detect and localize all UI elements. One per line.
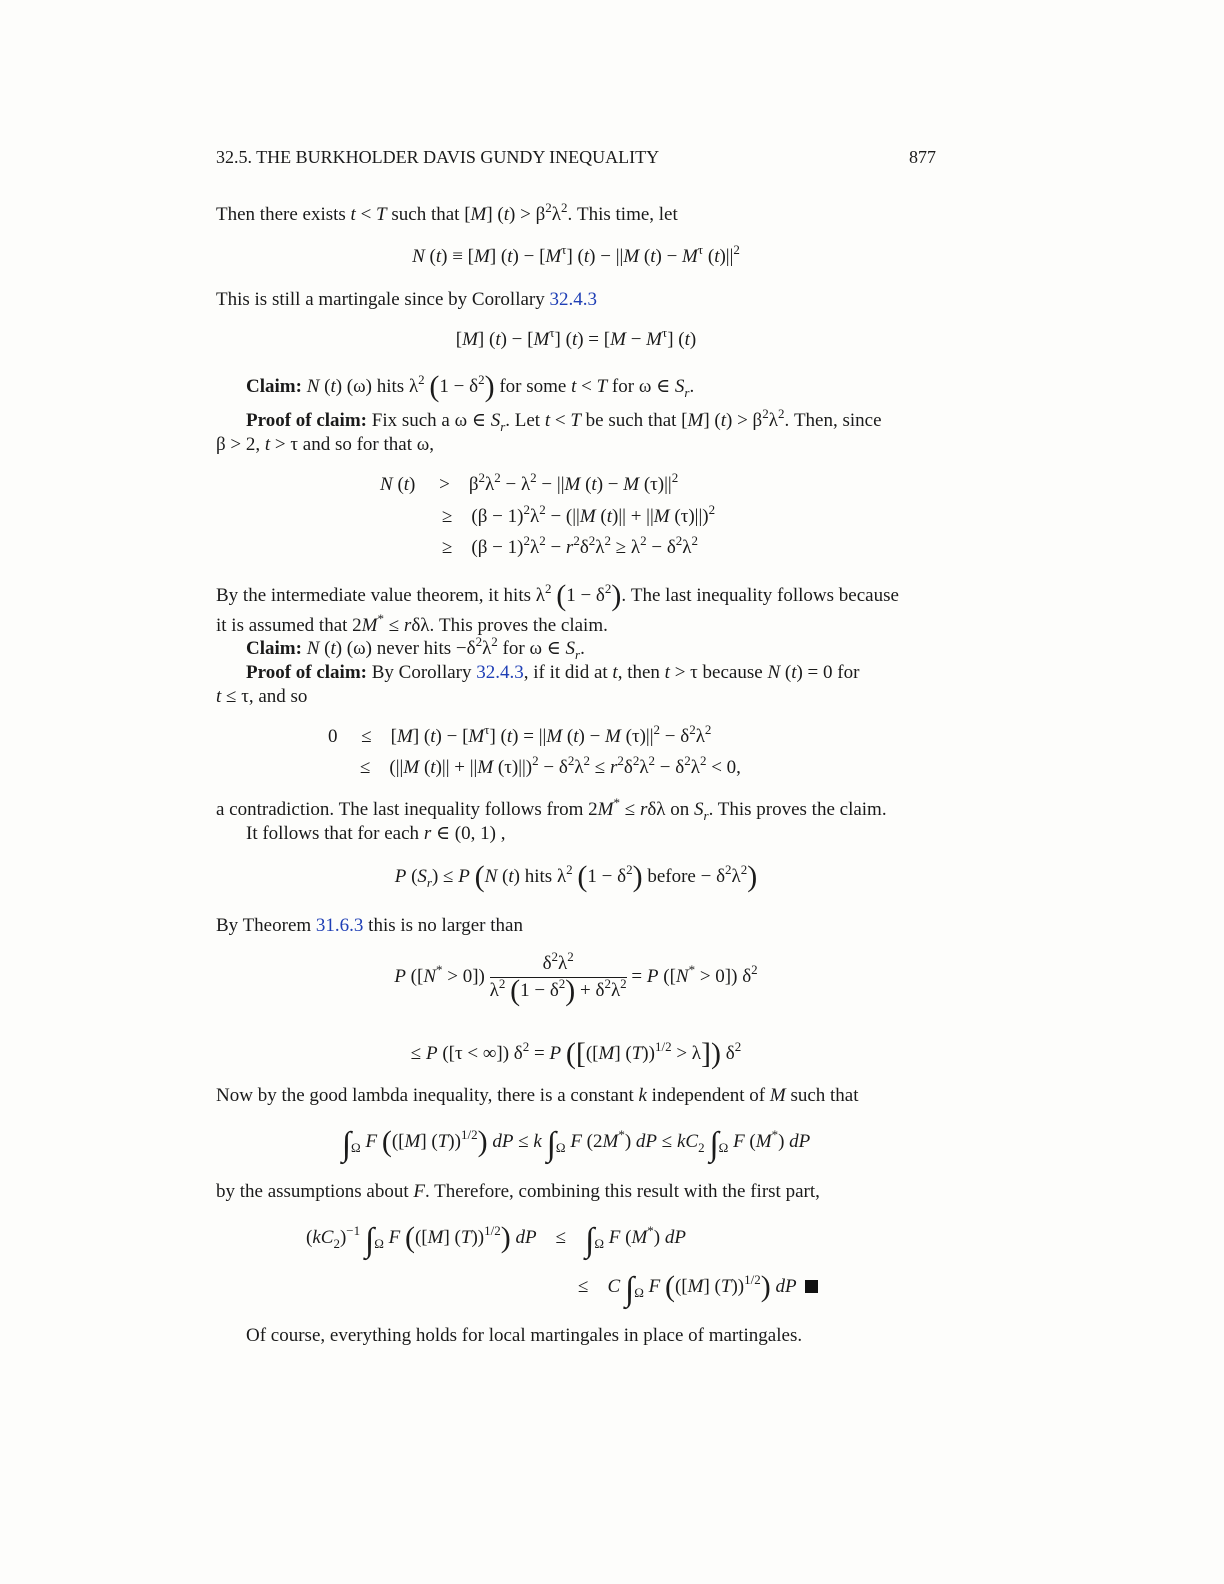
- page-number: 877: [909, 147, 936, 167]
- paragraph-follows: It follows that for each r ∈ (0, 1) ,: [246, 823, 506, 844]
- paragraph-ivt-cont: it is assumed that 2M* ≤ rδλ. This proves the claim.: [216, 611, 608, 636]
- claim-2: Claim: N (t) (ω) never hits $-\delta^2\lambda^2$ for ω ∈ $S_r$.: [246, 634, 585, 662]
- proof-claim-1-cont: β > 2, t > τ and so for that ω,: [216, 434, 435, 455]
- proof-claim-2: Proof of claim: By Corollary 32.4.3, if it did at t, then t > τ because N (t) = 0 for: [246, 662, 860, 683]
- paragraph-good-lambda: Now by the good lambda inequality, there is a constant k independent of M such that: [216, 1085, 859, 1106]
- claim-1: Claim: N (t) (ω) hits $\lambda^2$ $(1 - \delta^2)$ for some t < T for ω ∈ $S_r$.: [246, 370, 695, 403]
- align-N-row2: ≥ $(\beta - 1)^2\lambda^2 - (||M$ (t)|| + ||M (τ)||)$^2$: [442, 502, 716, 527]
- align-final-row2: ≤ C $\int_\Omega$ F (([M] (T))$^{1/2}$) dP: [578, 1276, 818, 1298]
- corollary-link-2[interactable]: 32.4.3: [476, 662, 524, 683]
- proof-claim-2-cont: t ≤ τ, and so: [216, 686, 308, 707]
- qed-square-icon: [805, 1280, 818, 1293]
- fraction: $\frac{\delta^2\lambda^2}{\lambda^2 (1 - \delta^2) + \delta^2\lambda^2}$: [489, 949, 627, 1007]
- paragraph-contradiction: a contradiction. The last inequality follows from 2M* ≤ rδλ on $S_r$. This proves the claim.: [216, 795, 887, 823]
- equation-tau: ≤ P ([τ < ∞]) $\delta^2 = P$ ([([M] (T))$^{1/2}$ > λ]) $\delta^2$: [410, 1037, 742, 1070]
- section-title: 32.5. THE BURKHOLDER DAVIS GUNDY INEQUALITY: [216, 147, 660, 167]
- align-N-row3: ≥ $(\beta - 1)^2\lambda^2 - r^2\delta^2\lambda^2 \ge \lambda^2 - \delta^2\lambda^2$: [442, 533, 699, 558]
- corollary-link[interactable]: 32.4.3: [549, 289, 597, 310]
- equation-N-definition: N (t) ≡ [M] $(t) - [M^\tau] (t) - ||M$ $(t) - M^\tau$ $(t)||^2$: [412, 242, 740, 267]
- align-N-row1: N (t) > $\beta^2\lambda^2 - \lambda^2 - ||M$ (t) − M $(\tau)||^2$: [380, 470, 679, 495]
- paragraph-intro: Then there exists t < T such that [M] $(t) > \beta^2\lambda^2$. This time, let: [216, 200, 678, 225]
- paragraph-martingale: This is still a martingale since by Corollary 32.4.3: [216, 289, 597, 310]
- align-contra-row2: ≤ (||M (t)|| + ||M $(\tau)||)^2 - \delta^2\lambda^2 \le r^2\delta^2\lambda^2 - \delta^2\lambda^2 < 0$,: [360, 753, 741, 778]
- theorem-link[interactable]: 31.6.3: [315, 915, 364, 936]
- equation-fraction: P ([N* > 0]) $\frac{\delta^2\lambda^2}{\lambda^2 (1 - \delta^2) + \delta^2\lambda^2}$ = P ([N* > 0]) $\delta^2$: [394, 949, 758, 1007]
- paragraph-final: Of course, everything holds for local martingales in place of martingales.: [246, 1325, 803, 1346]
- align-contra-row1: 0 ≤ [M] $(t) - [M^\tau] (t) = ||M$ (t) − M $(\tau)||^2 - \delta^2\lambda^2$: [328, 722, 712, 747]
- paragraph-assumptions: by the assumptions about F. Therefore, combining this result with the first part,: [216, 1181, 820, 1202]
- align-final-row1: $(kC_2)^{-1}$ $\int_\Omega$ F (([M] (T))$^{1/2}$) dP ≤ $\int_\Omega$ F (M*) dP: [306, 1221, 686, 1259]
- equation-integrals: $\int_\Omega$ F (([M] (T))$^{1/2}$) dP ≤ k $\int_\Omega$ F (2M*) dP ≤ $kC_2$ $\int_\Omega$ F (M*) dP: [341, 1125, 811, 1163]
- paragraph-ivt: By the intermediate value theorem, it hits $\lambda^2$ $(1 - \delta^2)$. The last inequality follows because: [216, 579, 899, 612]
- running-header: [216, 147, 936, 168]
- paragraph-theorem: By Theorem 31.6.3 this is no larger than: [216, 915, 523, 936]
- proof-claim-1: Proof of claim: Fix such a ω ∈ $S_r$. Let t < T be such that [M] $(t) > \beta^2\lambda^2$. Then, since: [246, 406, 882, 434]
- equation-probability: P $(S_r) \le P$ (N (t) hits $\lambda^2$ $(1 - \delta^2)$ before − $\delta^2\lambda^2$): [394, 860, 758, 893]
- equation-bracket: [M] $(t) - [M^\tau] (t) = [M - M^\tau]$ (t): [455, 325, 697, 350]
